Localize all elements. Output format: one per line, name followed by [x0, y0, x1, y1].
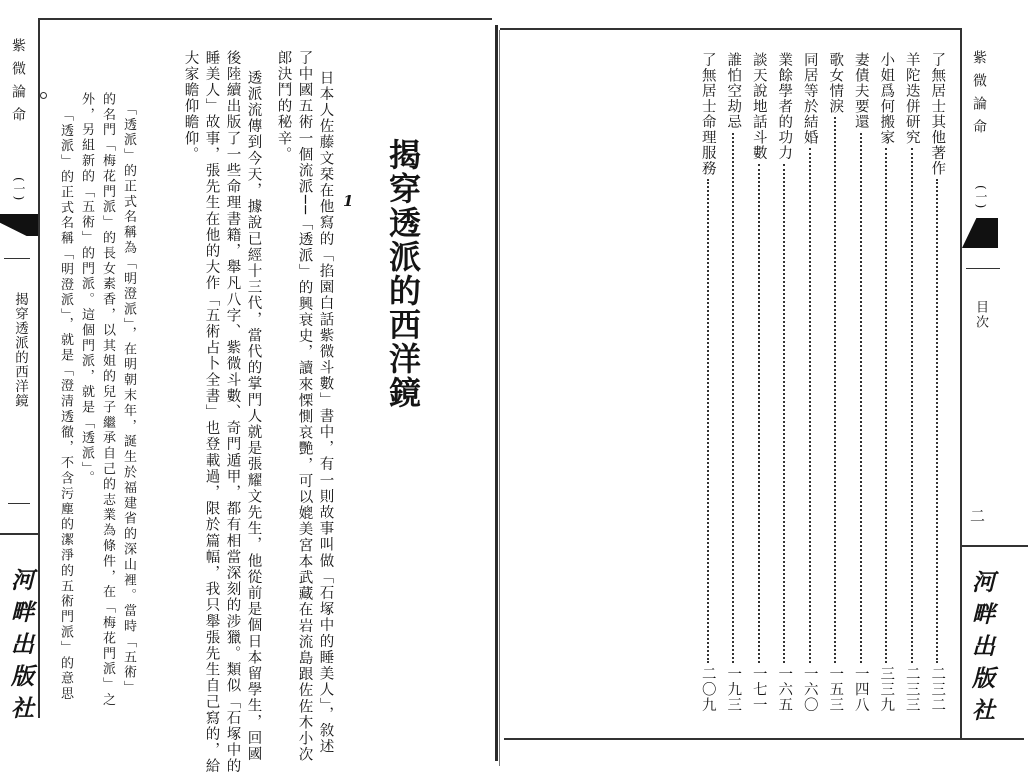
- toc-item: [876, 52, 896, 712]
- chapter-runner: 揭穿透派的西洋鏡: [12, 292, 28, 408]
- toc-item-page: 一六〇: [801, 665, 818, 712]
- toc-item: [749, 52, 769, 712]
- toc-leader-dots: [936, 179, 938, 663]
- body-column: 日本人佐藤文栞在他寫的「掐園白話紫微斗數」書中，有一則故事叫做「石塚中的睡美人」，敘述: [317, 70, 334, 756]
- toc-item: [825, 52, 845, 712]
- section-tab: [0, 214, 38, 236]
- toc-item-title: 小姐爲何搬家: [878, 52, 895, 145]
- toc-item-title: 羊陀迭併研究: [903, 52, 920, 145]
- toc-item: [698, 52, 718, 712]
- toc-item-page: 一七一: [750, 665, 767, 712]
- toc-item-title: 業餘學者的功力: [776, 52, 793, 161]
- toc-item-title: 談天說地話斗數: [750, 52, 767, 161]
- section-number: [4, 258, 30, 259]
- top-rule: [40, 18, 492, 20]
- toc-item-page: 一五三: [827, 665, 844, 712]
- quote-column: 的名門「梅花門派」的長女素香，以其姐的兒子繼承自己的志業為條件，在「梅花門派」之: [100, 92, 115, 708]
- toc-item-page: 二〇九: [699, 665, 716, 712]
- toc-item: [927, 52, 947, 712]
- body-column: 了中國五術一個流派──「透派」的興衰史，讀來慄惻哀艷，可以媲美宮本武藏在岩流島跟佐佐木小次: [296, 50, 313, 763]
- quote-column: 外，另組新的「五術」的門派。這個門派，就是「透派」。: [79, 92, 94, 486]
- running-title: 紫微論命: [971, 50, 987, 142]
- bottom-rule: [504, 738, 1024, 740]
- body-column: 睡美人」故事，張先生在他的大作「五術占卜全書」也登載過，限於篇幅，我只舉張先生自己寫的，給: [203, 50, 220, 775]
- margin-rule: [960, 28, 962, 738]
- toc-item: [851, 52, 871, 712]
- toc-item-title: 同居等於結婚: [801, 52, 818, 145]
- toc-item-title: 誰怕空劫忌: [725, 52, 742, 130]
- toc-item-title: 了無居士命理服務: [699, 52, 716, 176]
- toc-leader-dots: [860, 133, 862, 663]
- toc-item-title: 歌女情淚: [827, 52, 844, 114]
- toc-item-title: 了無居士其他著作: [929, 52, 946, 176]
- body-column: 透派流傳到今天，據說已經十三代，當代的掌門人就是張耀文先生，他從前是個日本留學生，回國: [245, 70, 262, 763]
- margin-rule: [38, 18, 40, 718]
- quote-column: 「透派」的正式名稱為「明澄派」，在明朝末年，誕生於福建省的深山裡。當時「五術」: [121, 102, 136, 697]
- toc-leader-dots: [732, 133, 734, 663]
- toc-leader-dots: [885, 148, 887, 663]
- running-volume: (一): [974, 185, 988, 210]
- toc-item-page: 二三三: [903, 665, 920, 712]
- toc-item-page: 二三二: [929, 665, 946, 712]
- toc-item: [723, 52, 743, 712]
- section-label: 目次: [973, 300, 988, 330]
- page-number: 1: [343, 192, 354, 210]
- toc-item: [774, 52, 794, 712]
- toc-item-page: 一四八: [852, 665, 869, 712]
- chapter-title: 揭穿透派的西洋鏡: [384, 138, 422, 410]
- toc-leader-dots: [911, 148, 913, 663]
- quote-column: 「透派」的正式名稱「明澄派」，就是「澄清透徹，不含污塵的潔淨的五術門派」的意思: [58, 108, 73, 703]
- top-rule: [500, 28, 960, 30]
- book-gutter: [495, 25, 498, 761]
- right-page: [500, 0, 1028, 761]
- body-column: 後陸續出版了一些命理書籍，舉凡八字、紫微斗數、奇門遁甲，都有相當深刻的涉獵。類似「石塚中的: [224, 50, 241, 775]
- running-volume: (一): [12, 177, 26, 202]
- section-tab: [962, 218, 998, 248]
- margin-rule-lower: [962, 545, 1028, 547]
- margin-rule-lower: [0, 533, 38, 535]
- toc-leader-dots: [758, 164, 760, 663]
- publisher: 河畔出版社: [7, 568, 34, 728]
- body-column: 大家瞻仰瞻仰。: [182, 50, 199, 163]
- toc-leader-dots: [707, 179, 709, 663]
- body-column: 郎決鬥的秘辛。: [275, 50, 292, 163]
- toc-item-title: 妻債夫要還: [852, 52, 869, 130]
- publisher: 河畔出版社: [968, 570, 995, 730]
- toc-leader-dots: [834, 117, 836, 663]
- toc-item-page: 三三九: [878, 665, 895, 712]
- toc-item: [800, 52, 820, 712]
- tab-rule: [966, 268, 1000, 269]
- margin-mark: [8, 503, 30, 504]
- toc-item-page: 一九三: [725, 665, 742, 712]
- left-page: [0, 0, 497, 775]
- toc-leader-dots: [809, 148, 811, 663]
- toc-item-page: 一六五: [776, 665, 793, 712]
- running-title: 紫微論命: [10, 38, 26, 130]
- toc-item: [902, 52, 922, 712]
- bullet-dot: [40, 92, 47, 99]
- folio: 二: [970, 507, 986, 525]
- toc-leader-dots: [783, 164, 785, 663]
